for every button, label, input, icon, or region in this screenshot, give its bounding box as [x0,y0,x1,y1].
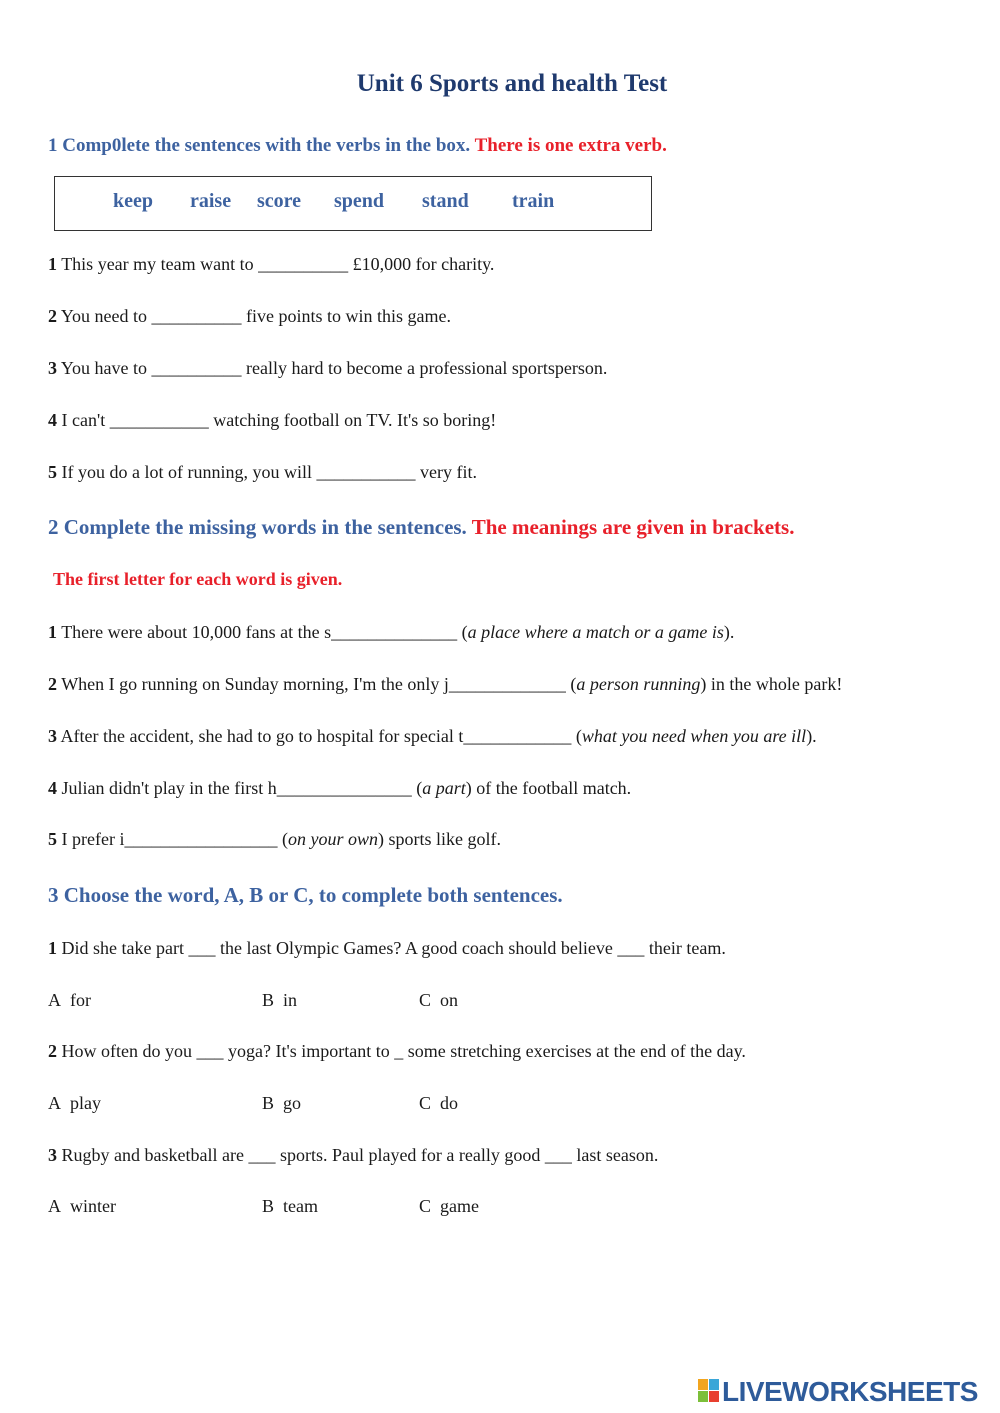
option-letter: B [262,990,275,1010]
word-box-item: stand [422,190,469,212]
question-text: How often do you ___ yoga? It's important to _ some stretching exercises at the end of the day. [61,1041,746,1061]
s3-question-2 [48,1041,746,1062]
question-hint: a person running [576,674,701,694]
question-text: Did she take part ___ the last Olympic Games? A good coach should believe ___ their team. [61,938,726,958]
question-text: There were about 10,000 fans at the s______________ ( [61,622,468,642]
s2-question-1 [48,622,734,643]
page-title: Unit 6 Sports and health Test [356,70,668,97]
s2-question-4 [48,778,631,799]
question-text: After the accident, she had to go to hospital for special t____________ ( [60,726,582,746]
question-number: 3 [48,726,57,746]
question-number: 1 [48,254,57,274]
section-1-note: There is one extra verb. [474,135,667,156]
s3-q2-option-c [419,1093,458,1114]
word-box-item: score [257,190,302,212]
option-letter: A [48,1093,61,1113]
question-text: When I go running on Sunday morning, I'm the only j_____________ ( [61,674,577,694]
word-box-item: raise [190,190,232,212]
liveworksheets-logo-text: LIVEWORKSHEETS [722,1376,978,1407]
question-hint: a part [422,778,466,798]
s3-q1-option-b [262,990,297,1011]
question-text-end: ). [806,726,817,746]
question-text: Rugby and basketball are ___ sports. Paul played for a really good ___ last season. [61,1145,659,1165]
word-box-item: keep [113,190,153,212]
s1-question-2 [48,306,451,327]
option-word: winter [70,1196,116,1216]
option-letter: B [262,1093,275,1113]
s3-q1-option-a [48,990,91,1011]
s1-question-4 [48,410,496,431]
option-letter: B [262,1196,275,1216]
question-number: 5 [48,829,57,849]
question-hint: a place where a match or a game is [467,622,724,642]
question-hint: on your own [287,829,378,849]
question-number: 4 [48,778,57,798]
s2-question-5 [48,829,501,850]
s1-question-5 [48,462,477,483]
question-number: 3 [48,1145,57,1165]
s3-q1-option-c [419,990,458,1011]
option-word: team [283,1196,318,1216]
option-word: on [440,990,459,1010]
option-word: in [283,990,298,1010]
option-letter: C [419,990,432,1010]
question-number: 5 [48,462,57,482]
question-text: I can't ___________ watching football on TV. It's so boring! [61,410,497,430]
option-letter: C [419,1093,432,1113]
question-text: If you do a lot of running, you will ___________ very fit. [61,462,477,482]
option-letter: A [48,990,61,1010]
word-box-item: train [512,190,555,212]
s3-question-1 [48,938,726,959]
s3-q2-option-a [48,1093,101,1114]
section-2-instruction [48,515,794,540]
question-number: 2 [48,306,57,326]
s3-question-3 [48,1145,658,1166]
option-word: play [70,1093,101,1113]
s2-question-2 [48,674,842,695]
question-number: 1 [48,938,57,958]
section-1-instruction-text: 1 Comp0lete the sentences with the verbs in the box. [48,135,471,156]
question-text: You need to __________ five points to win this game. [60,306,451,326]
question-text: This year my team want to __________ £10,000 for charity. [61,254,495,274]
s1-question-1 [48,254,494,275]
s3-q3-option-a [48,1196,116,1217]
question-text-end: ) in the whole park! [700,674,843,694]
option-word: game [440,1196,479,1216]
s2-question-3 [48,726,817,747]
question-text-end: ) of the football match. [465,778,632,798]
question-number: 4 [48,410,57,430]
question-text: You have to __________ really hard to become a professional sportsperson. [60,358,608,378]
option-word: go [283,1093,302,1113]
s3-q2-option-b [262,1093,301,1114]
question-hint: what you need when you are ill [581,726,807,746]
s1-question-3 [48,358,607,379]
question-text: Julian didn't play in the first h_______________ ( [61,778,423,798]
s3-q3-option-b [262,1196,318,1217]
s3-q3-option-c [419,1196,479,1217]
option-word: for [70,990,91,1010]
option-letter: C [419,1196,432,1216]
section-2-note-2: The first letter for each word is given. [53,569,343,589]
liveworksheets-logo-icon [698,1379,720,1403]
question-number: 2 [48,1041,57,1061]
question-number: 1 [48,622,57,642]
section-2-note: The meanings are given in brackets. [471,515,795,539]
word-box-item: spend [334,190,385,212]
section-1-instruction [48,135,667,157]
section-2-instruction-text: 2 Complete the missing words in the sentences. [48,515,467,539]
question-text-end: ) sports like golf. [377,829,501,849]
word-box [54,176,652,231]
question-number: 3 [48,358,57,378]
question-text: I prefer i_________________ ( [61,829,288,849]
question-number: 2 [48,674,57,694]
option-letter: A [48,1196,61,1216]
option-word: do [440,1093,459,1113]
section-3-instruction: 3 Choose the word, A, B or C, to complete both sentences. [48,883,563,907]
question-text-end: ). [723,622,735,642]
